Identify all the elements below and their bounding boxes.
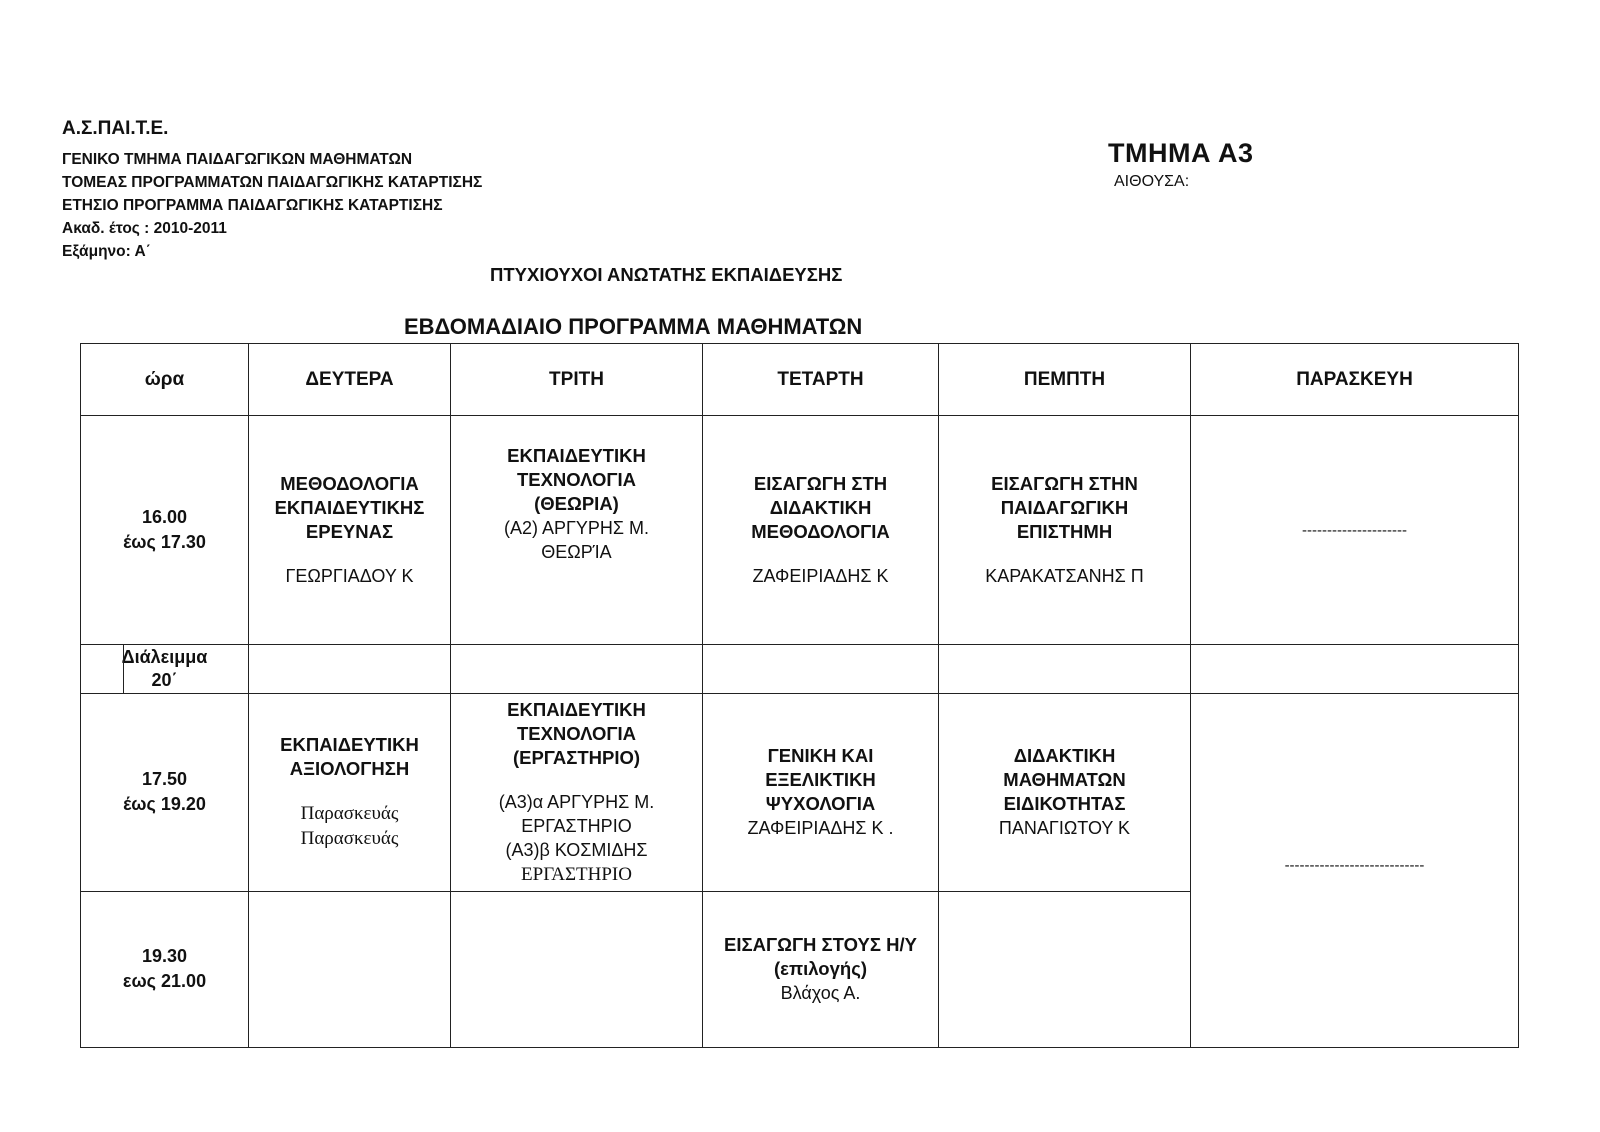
course-cell xyxy=(703,891,939,1047)
course-title: (ΘΕΩΡΙΑ) xyxy=(534,493,619,514)
course-title: ΓΕΝΙΚΗ ΚΑΙ xyxy=(767,745,874,767)
break-row xyxy=(81,645,1519,694)
course-title: ΑΞΙΟΛΟΓΗΣΗ xyxy=(289,758,410,780)
empty-cell xyxy=(1191,645,1519,694)
course-title: ΕΚΠΑΙΔΕΥΤΙΚΗ xyxy=(507,445,646,466)
course-title: ΤΕΧΝΟΛΟΓΙΑ xyxy=(516,722,637,744)
empty-marker: ---------------------------- xyxy=(1284,857,1425,874)
break-label: Διάλειμμα xyxy=(121,647,208,667)
empty-cell xyxy=(703,645,939,694)
course-note: (Α2) ΑΡΓΥΡΗΣ Μ. xyxy=(503,518,650,538)
header-line: ΤΟΜΕΑΣ ΠΡΟΓΡΑΜΜΑΤΩΝ ΠΑΙΔΑΓΩΓΙΚΗΣ ΚΑΤΑΡΤΙΣΗΣ xyxy=(62,174,483,191)
course-title: ΕΡΕΥΝΑΣ xyxy=(305,521,394,542)
time-end: εως 21.00 xyxy=(122,971,207,992)
break-duration: 20΄ xyxy=(151,670,178,690)
course-note: (Α3)β ΚΟΣΜΙΔΗΣ xyxy=(505,839,648,860)
teacher-name: ΓΕΩΡΓΙΑΔΟΥ Κ xyxy=(285,566,414,586)
teacher-name: ΠΑΝΑΓΙΩΤΟΥ Κ xyxy=(998,818,1131,839)
teacher-name: ΖΑΦΕΙΡΙΑΔΗΣ Κ . xyxy=(747,818,894,839)
course-title: ΜΑΘΗΜΑΤΩΝ xyxy=(1003,769,1126,791)
course-title: ΕΠΙΣΤΗΜΗ xyxy=(1016,521,1113,542)
academic-year: Ακαδ. έτος : 2010-2011 xyxy=(62,220,227,237)
empty-cell xyxy=(1191,416,1519,645)
course-title: ΜΕΘΟΔΟΛΟΓΙΑ xyxy=(751,521,890,542)
course-title: ΨΥΧΟΛΟΓΙΑ xyxy=(765,793,876,815)
col-header-monday: ΔΕΥΤΕΡΑ xyxy=(249,344,451,416)
course-title: (επιλογής) xyxy=(774,958,867,980)
room-label: ΑΙΘΟΥΣΑ: xyxy=(1114,173,1190,190)
course-title: ΕΞΕΛΙΚΤΙΚΗ xyxy=(765,769,876,791)
course-title: ΕΙΣΑΓΩΓΗ ΣΤΗ xyxy=(753,473,888,494)
course-title: ΕΚΠΑΙΔΕΥΤΙΚΗΣ xyxy=(274,497,425,518)
course-title: ΕΚΠΑΙΔΕΥΤΙΚΗ xyxy=(280,734,419,756)
col-header-wednesday: ΤΕΤΑΡΤΗ xyxy=(703,344,939,416)
header-row xyxy=(81,344,1519,416)
course-note: ΕΡΓΑΣΤΗΡΙΟ xyxy=(521,815,632,836)
course-title: ΔΙΔΑΚΤΙΚΗ xyxy=(1013,745,1116,767)
course-cell xyxy=(451,416,703,645)
empty-cell xyxy=(249,891,451,1047)
table-row xyxy=(81,416,1519,645)
course-title: ΕΙΔΙΚΟΤΗΤΑΣ xyxy=(1003,793,1126,815)
time-cell xyxy=(81,891,249,1047)
time-cell xyxy=(81,416,249,645)
semester: Εξάμηνο: Α΄ xyxy=(62,243,151,260)
col-header-thursday: ΠΕΜΠΤΗ xyxy=(939,344,1191,416)
table-row xyxy=(81,694,1519,892)
course-title: ΠΑΙΔΑΓΩΓΙΚΗ xyxy=(1000,497,1129,518)
section-name: ΤΜΗΜΑ Α3 xyxy=(1108,138,1254,168)
teacher-name: Παρασκευάς xyxy=(300,803,399,825)
time-end: έως 17.30 xyxy=(123,532,206,552)
time-cell xyxy=(81,694,249,892)
col-header-friday: ΠΑΡΑΣΚΕΥΗ xyxy=(1191,344,1519,416)
header-line: ΕΤΗΣΙΟ ΠΡΟΓΡΑΜΜΑ ΠΑΙΔΑΓΩΓΙΚΗΣ ΚΑΤΑΡΤΙΣΗΣ xyxy=(62,197,443,214)
empty-marker: --------------------- xyxy=(1302,521,1407,539)
course-note: ΘΕΩΡΊΑ xyxy=(541,542,612,562)
time-start: 19.30 xyxy=(141,946,188,967)
course-title: ΜΕΘΟΔΟΛΟΓΙΑ xyxy=(280,473,419,494)
empty-cell xyxy=(1191,694,1519,1048)
course-cell xyxy=(939,416,1191,645)
course-title: ΤΕΧΝΟΛΟΓΙΑ xyxy=(516,469,637,490)
course-title: ΕΚΠΑΙΔΕΥΤΙΚΗ xyxy=(507,698,646,720)
course-title: ΕΙΣΑΓΩΓΗ ΣΤΟΥΣ Η/Υ xyxy=(724,934,917,956)
teacher-name: ΖΑΦΕΙΡΙΑΔΗΣ Κ xyxy=(752,566,889,586)
teacher-name: Βλάχος Α. xyxy=(780,983,861,1004)
course-title: (ΕΡΓΑΣΤΗΡΙΟ) xyxy=(512,746,641,768)
col-header-time: ώρα xyxy=(81,344,249,416)
course-note: (Α3)α ΑΡΓΥΡΗΣ Μ. xyxy=(498,791,655,812)
course-cell xyxy=(703,694,939,892)
course-cell xyxy=(249,694,451,892)
course-title: ΕΙΣΑΓΩΓΗ ΣΤΗΝ xyxy=(991,473,1138,494)
header-left xyxy=(62,118,482,263)
empty-cell xyxy=(451,891,703,1047)
col-header-tuesday: ΤΡΙΤΗ xyxy=(451,344,703,416)
empty-cell xyxy=(939,645,1191,694)
teacher-name: ΚΑΡΑΚΑΤΣΑΝΗΣ Π xyxy=(985,566,1144,586)
course-cell xyxy=(703,416,939,645)
course-cell xyxy=(249,416,451,645)
course-title: ΔΙΔΑΚΤΙΚΗ xyxy=(769,497,872,518)
empty-cell xyxy=(451,645,703,694)
course-note: ΕΡΓΑΣΤΗΡΙΟ xyxy=(521,863,632,885)
course-cell xyxy=(939,694,1191,892)
empty-cell xyxy=(249,645,451,694)
org-name: Α.Σ.ΠΑΙ.Τ.Ε. xyxy=(62,118,169,139)
subtitle: ΠΤΥΧΙΟΥΧΟΙ ΑΝΩΤΑΤΗΣ ΕΚΠΑΙΔΕΥΣΗΣ xyxy=(490,264,843,285)
page-title: ΕΒΔΟΜΑΔΙΑΙΟ ΠΡΟΓΡΑΜΜΑ ΜΑΘΗΜΑΤΩΝ xyxy=(404,314,863,339)
time-start: 17.50 xyxy=(141,769,188,790)
break-cell xyxy=(81,645,249,694)
teacher-name: Παρασκευάς xyxy=(300,828,399,850)
course-cell xyxy=(451,694,703,892)
time-end: έως 19.20 xyxy=(123,794,206,815)
header-right xyxy=(1108,138,1254,191)
header-line: ΓΕΝΙΚΟ ΤΜΗΜΑ ΠΑΙΔΑΓΩΓΙΚΩΝ ΜΑΘΗΜΑΤΩΝ xyxy=(62,151,413,168)
time-start: 16.00 xyxy=(141,507,188,527)
schedule-table xyxy=(80,343,1519,1048)
empty-cell xyxy=(939,891,1191,1047)
